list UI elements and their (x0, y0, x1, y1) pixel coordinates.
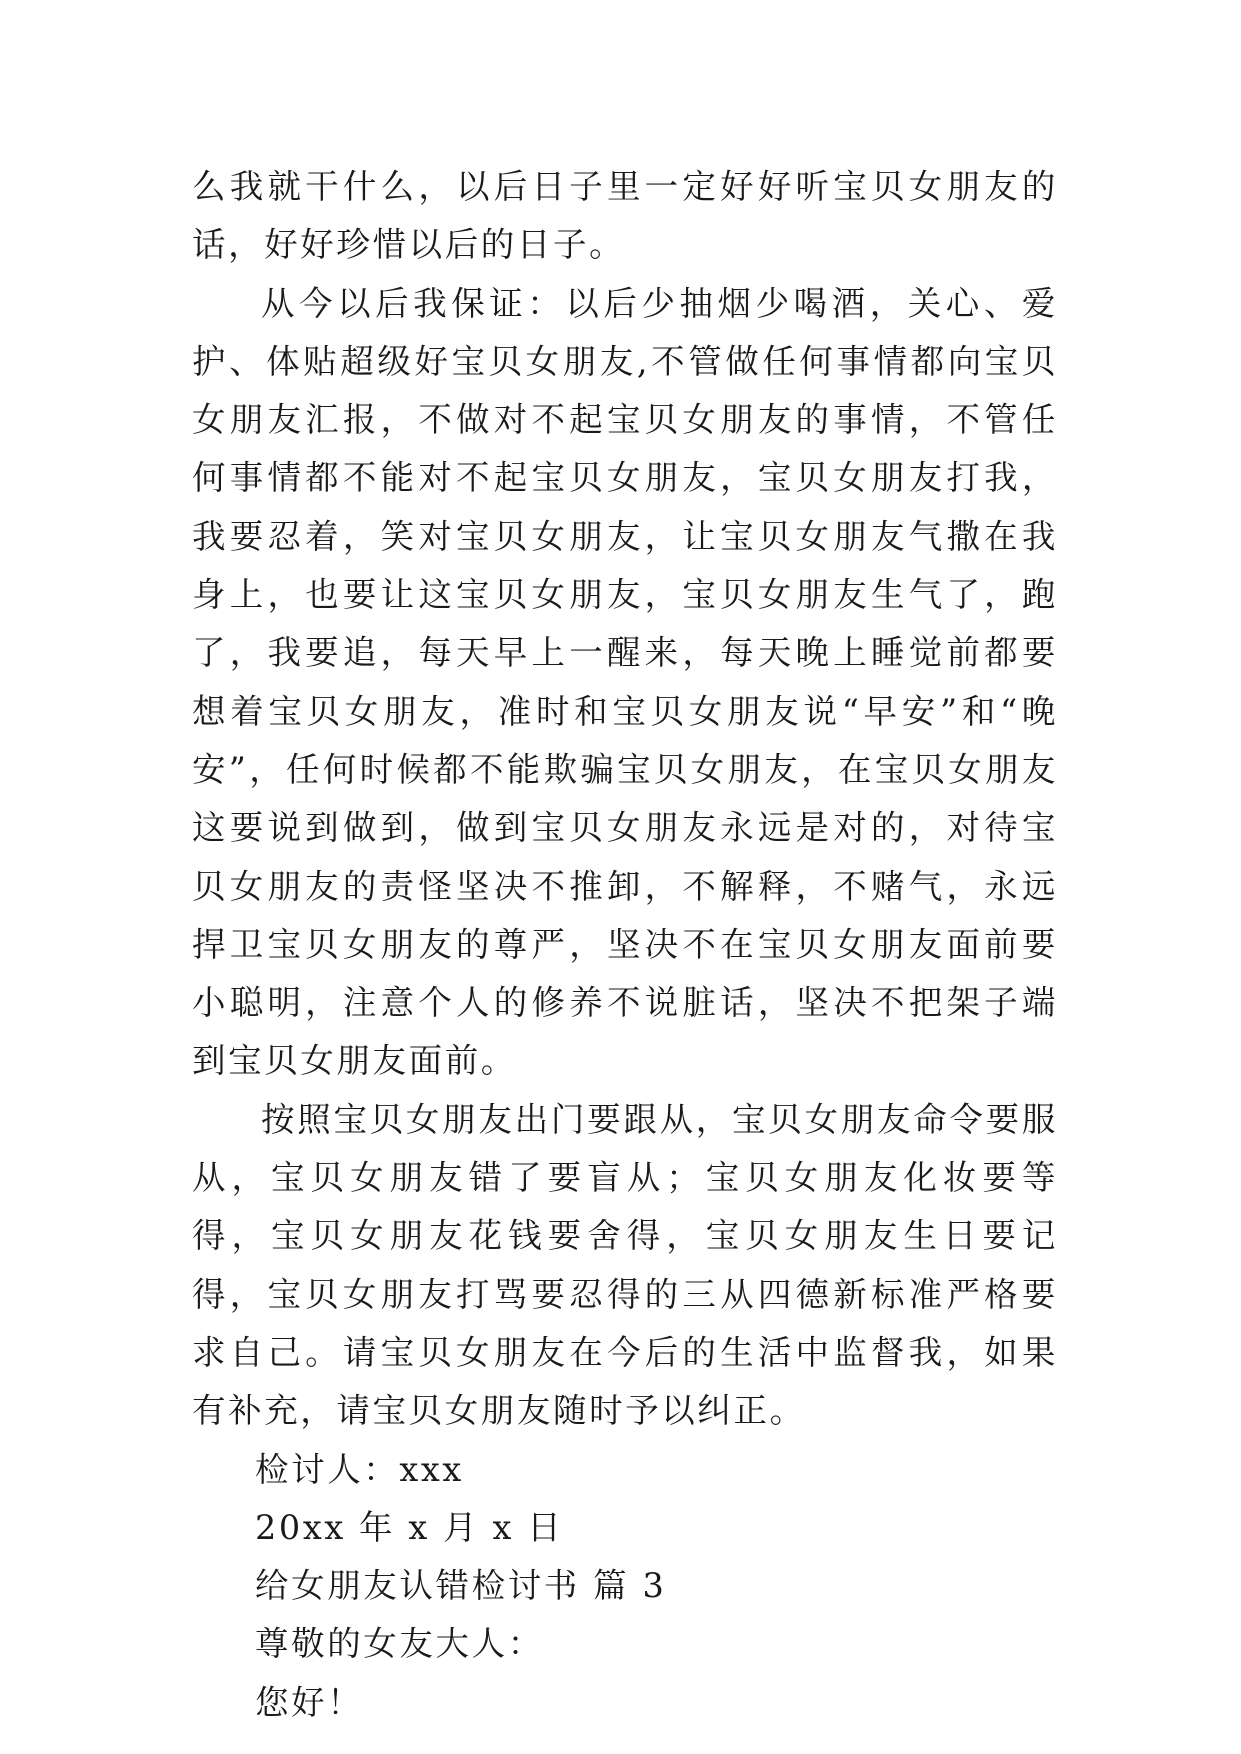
salutation-line: 尊敬的女友大人： (255, 1624, 544, 1664)
greeting-line: 您好！ (255, 1682, 364, 1722)
paragraph-standards: 按照宝贝女朋友出门要跟从，宝贝女朋友命令要服从，宝贝女朋友错了要盲从；宝贝女朋友化妆要等得，宝贝女朋友花钱要舍得，宝贝女朋友生日要记得，宝贝女朋友打骂要忍得的三从四德新标准严格要求自己。请宝贝女朋友在今后的生活中监督我，如果有补充，请宝贝女朋友随时予以纠正。 (192, 1099, 1058, 1431)
section-title: 给女朋友认错检讨书 篇 3 (255, 1566, 667, 1606)
paragraph-promise: 从今以后我保证：以后少抽烟少喝酒，关心、爱护、体贴超级好宝贝女朋友,不管做任何事情都向宝贝女朋友汇报，不做对不起宝贝女朋友的事情，不管任何事情都不能对不起宝贝女朋友，宝贝女朋友打我，我要忍着，笑对宝贝女朋友，让宝贝女朋友气撒在我身上，也要让这宝贝女朋友，宝贝女朋友生气了，跑了，我要追，每天早上一醒来，每天晚上睡觉前都要想着宝贝女朋友，准时和宝贝女朋友说“早安”和“晚安”，任何时候都不能欺骗宝贝女朋友，在宝贝女朋友这要说到做到，做到宝贝女朋友永远是对的，对待宝贝女朋友的责怪坚决不推卸，不解释，不赌气，永远捍卫宝贝女朋友的尊严，坚决不在宝贝女朋友面前要小聪明，注意个人的修养不说脏话，坚决不把架子端到宝贝女朋友面前。 (192, 283, 1058, 1081)
date-line: 20xx 年 x 月 x 日 (255, 1507, 564, 1547)
paragraph-continuation: 么我就干什么，以后日子里一定好好听宝贝女朋友的话，好好珍惜以后的日子。 (192, 167, 1058, 265)
document-body (192, 158, 1058, 1732)
signature-line: 检讨人：xxx (255, 1449, 464, 1489)
